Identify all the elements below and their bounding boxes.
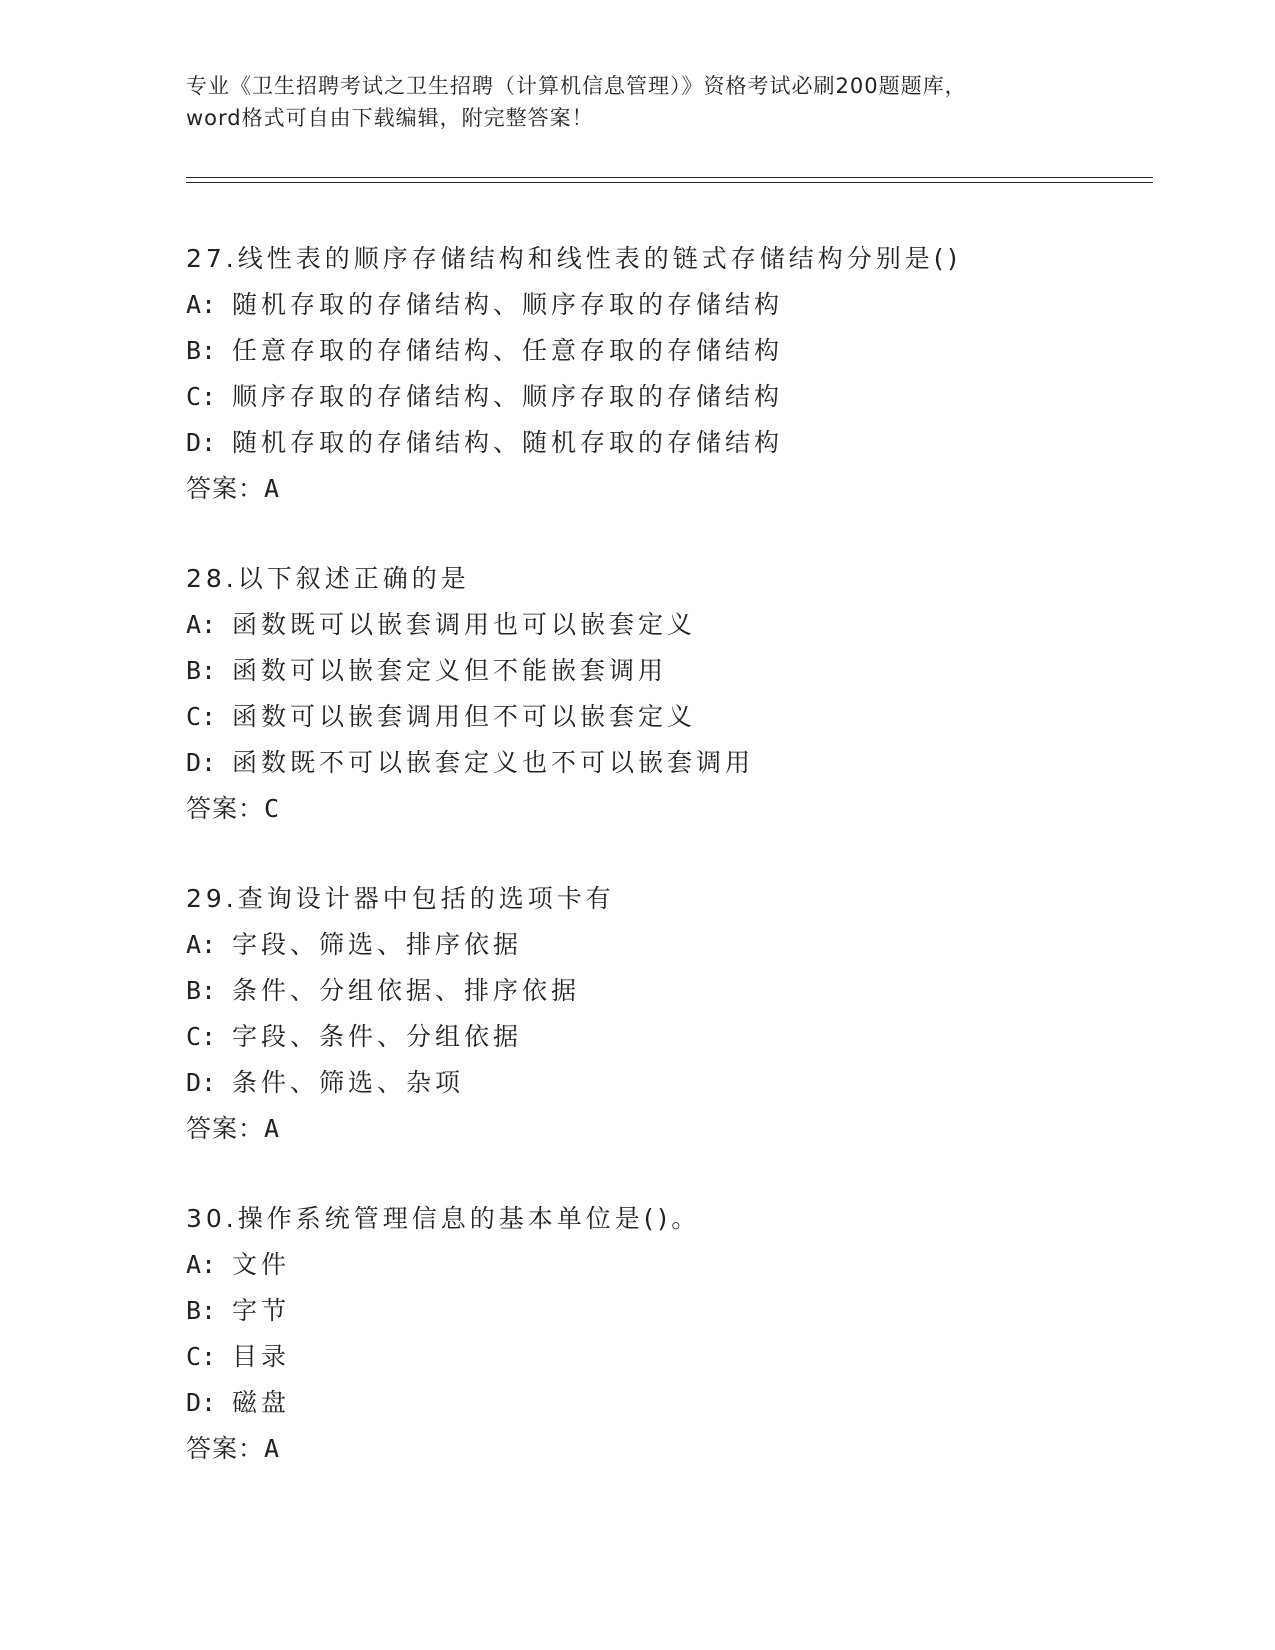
option-text: 随机存取的存储结构、随机存取的存储结构	[232, 428, 784, 457]
option-text: 函数可以嵌套定义但不能嵌套调用	[232, 656, 668, 685]
answer-line	[186, 1426, 1146, 1472]
option-b	[186, 968, 1146, 1014]
option-key: D:	[186, 1388, 217, 1417]
option-key: A:	[186, 290, 217, 319]
option-key: B:	[186, 976, 217, 1005]
header-line-2: word格式可自由下载编辑，附完整答案！	[186, 106, 594, 130]
option-key: C:	[186, 382, 217, 411]
option-b	[186, 648, 1146, 694]
option-c	[186, 374, 1146, 420]
option-c	[186, 1014, 1146, 1060]
option-c	[186, 1334, 1146, 1380]
option-text: 字段、条件、分组依据	[232, 1022, 523, 1051]
option-b	[186, 328, 1146, 374]
option-a	[186, 602, 1146, 648]
option-key: D:	[186, 1068, 217, 1097]
document-header	[186, 70, 1086, 134]
option-text: 函数既可以嵌套调用也可以嵌套定义	[232, 610, 697, 639]
question-list	[186, 236, 1146, 1516]
option-key: B:	[186, 656, 217, 685]
option-d	[186, 1380, 1146, 1426]
option-key: C:	[186, 1342, 217, 1371]
question-stem: 30.操作系统管理信息的基本单位是()。	[186, 1204, 701, 1233]
option-key: D:	[186, 748, 217, 777]
option-a	[186, 1242, 1146, 1288]
option-key: C:	[186, 1022, 217, 1051]
header-divider-bottom	[186, 182, 1153, 183]
option-c	[186, 694, 1146, 740]
answer-value: A	[264, 1434, 280, 1463]
option-text: 任意存取的存储结构、任意存取的存储结构	[232, 336, 784, 365]
option-text: 字段、筛选、排序依据	[232, 930, 523, 959]
option-d	[186, 1060, 1146, 1106]
option-text: 目录	[232, 1342, 291, 1371]
header-line-1: 专业《卫生招聘考试之卫生招聘（计算机信息管理）》资格考试必刷200题题库，	[186, 74, 967, 98]
option-key: C:	[186, 702, 217, 731]
header-divider-top	[186, 177, 1153, 178]
answer-value: A	[264, 474, 280, 503]
answer-label: 答案：	[186, 794, 265, 823]
option-text: 顺序存取的存储结构、顺序存取的存储结构	[232, 382, 784, 411]
option-key: A:	[186, 610, 217, 639]
answer-label: 答案：	[186, 474, 265, 503]
option-text: 文件	[232, 1250, 291, 1279]
option-text: 函数既不可以嵌套定义也不可以嵌套调用	[232, 748, 755, 777]
question-stem: 29.查询设计器中包括的选项卡有	[186, 884, 615, 913]
option-key: A:	[186, 1250, 217, 1279]
answer-label: 答案：	[186, 1434, 265, 1463]
option-key: D:	[186, 428, 217, 457]
option-a	[186, 922, 1146, 968]
question-stem: 27.线性表的顺序存储结构和线性表的链式存储结构分别是()	[186, 244, 962, 273]
option-text: 条件、筛选、杂项	[232, 1068, 465, 1097]
option-d	[186, 740, 1146, 786]
option-d	[186, 420, 1146, 466]
option-text: 字节	[232, 1296, 291, 1325]
question-stem: 28.以下叙述正确的是	[186, 564, 470, 593]
question-29	[186, 876, 1146, 1196]
option-text: 条件、分组依据、排序依据	[232, 976, 581, 1005]
option-key: B:	[186, 1296, 217, 1325]
answer-value: A	[264, 1114, 280, 1143]
question-28	[186, 556, 1146, 876]
option-text: 随机存取的存储结构、顺序存取的存储结构	[232, 290, 784, 319]
question-27	[186, 236, 1146, 556]
answer-line	[186, 1106, 1146, 1152]
question-30	[186, 1196, 1146, 1516]
option-text: 函数可以嵌套调用但不可以嵌套定义	[232, 702, 697, 731]
option-a	[186, 282, 1146, 328]
option-text: 磁盘	[232, 1388, 291, 1417]
option-key: B:	[186, 336, 217, 365]
option-b	[186, 1288, 1146, 1334]
answer-value: C	[264, 794, 280, 823]
answer-line	[186, 786, 1146, 832]
answer-label: 答案：	[186, 1114, 265, 1143]
answer-line	[186, 466, 1146, 512]
option-key: A:	[186, 930, 217, 959]
